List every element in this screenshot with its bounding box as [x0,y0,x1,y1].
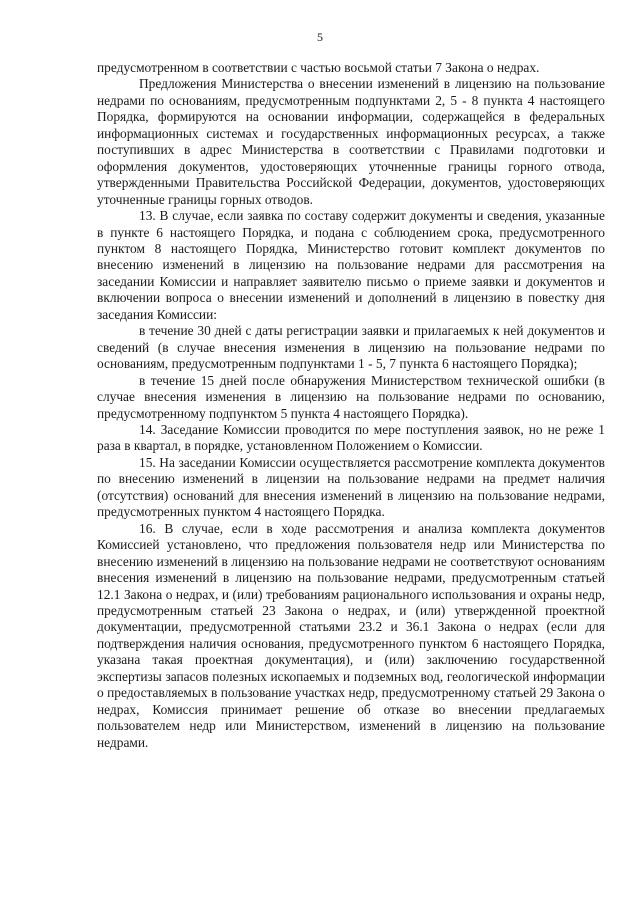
paragraph-16: 16. В случае, если в ходе рассмотрения и анализа комплекта документов Комиссией установлено, что предложения пользователя недр или Министерства по внесению изменений в лицензию на пользование недрами не соответствуют основаниям внесения изменений в лицензию на пользование недрами, предусмотренным статьей 12.1 Закона о недрах, и (или) требованиям рационального использования и охраны недр, предусмотренным статьей 23 Закона о недрах, и (или) утвержденной проектной документации, предусмотренной статьями 23.2 и 36.1 Закона о недрах (если для подтверждения наличия основания, предусмотренного пунктом 6 настоящего Порядка, указана такая проектная документация), и (или) заключению государственной экспертизы запасов полезных ископаемых и подземных вод, геологической информации о предоставляемых в пользование участках недр, предусмотренному статьей 29 Закона о недрах, Комиссия принимает решение об отказе во внесении предлагаемых пользователем недр или Министерством, изменений в лицензию на пользование недрами. [97,520,605,750]
paragraph-14: 14. Заседание Комиссии проводится по мере поступления заявок, но не реже 1 раза в квартал, в порядке, установленном Положением о Комиссии. [97,421,605,454]
paragraph-13-term-15-days: в течение 15 дней после обнаружения Министерством технической ошибки (в случае внесения изменения в лицензию на пользование недрами по основанию, предусмотренному подпунктом 5 пункта 4 настоящего Порядка). [97,372,605,421]
paragraph-13-term-30-days: в течение 30 дней с даты регистрации заявки и прилагаемых к ней документов и сведений (в случае внесения изменения в лицензию на пользование недрами по основаниям, предусмотренным подпунктами 1 - 5, 7 пункта 6 настоящего Порядка); [97,323,605,372]
paragraph-13: 13. В случае, если заявка по составу содержит документы и сведения, указанные в пункте 6 настоящего Порядка, и подана с соблюдением срока, предусмотренного пунктом 8 настоящего Порядка, Министерство готовит комплект документов по внесению изменений в лицензию на пользование недрами для рассмотрения на заседании Комиссии и направляет заявителю письмо о приеме заявки и документов и включении вопроса о внесении изменений и дополнений в лицензию в повестку дня заседания Комиссии: [97,208,605,322]
document-body [97,60,605,751]
paragraph-ministry-proposals: Предложения Министерства о внесении изменений в лицензию на пользование недрами по основаниям, предусмотренным подпунктами 2, 5 - 8 пункта 4 настоящего Порядка, формируются на основании информации, содержащейся в федеральных информационных системах и государственных информационных ресурсах, а также поступивших в адрес Министерства в соответствии с Правилами подготовки и оформления документов, удостоверяющих уточненные границы горного отвода, утвержденными Правительства Российской Федерации, документов, удостоверяющих уточненные границы горных отводов. [97,76,605,207]
paragraph-15: 15. На заседании Комиссии осуществляется рассмотрение комплекта документов по внесению изменений в лицензии на пользование недрами на предмет наличия (отсутствия) оснований для внесения изменений в лицензию на пользование недрами, предусмотренных пунктом 4 настоящего Порядка. [97,454,605,520]
paragraph-continuation: предусмотренном в соответствии с частью восьмой статьи 7 Закона о недрах. [97,60,540,75]
page-number: 5 [317,30,323,44]
